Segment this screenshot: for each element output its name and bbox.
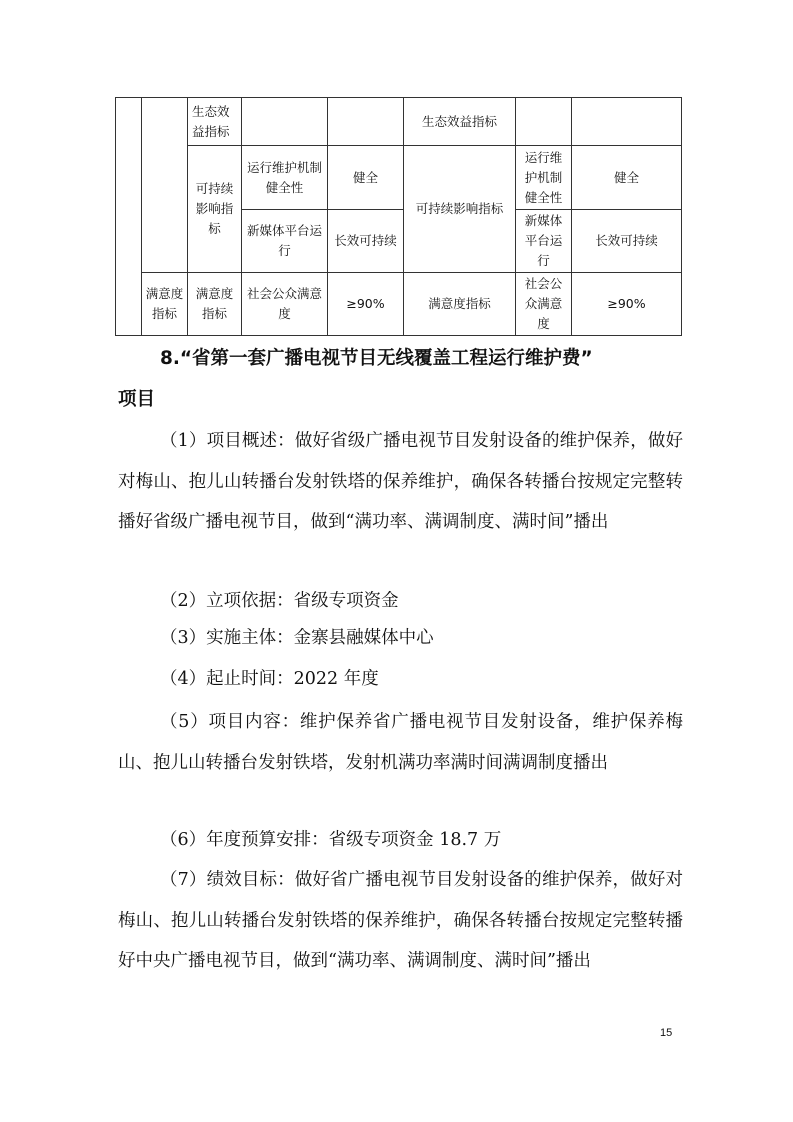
table-cell: ≥90%: [328, 273, 404, 336]
goal-paragraph: （7）绩效目标：做好省广播电视节目发射设备的维护保养，做好对梅山、抱儿山转播台发射铁塔的保养维护，确保各转播台按规定完整转播好中央广播电视节目，做到“满功率、满调制度、满时间”播出: [118, 870, 683, 971]
table-cell: [116, 98, 142, 336]
table-cell: 健全: [328, 146, 404, 210]
implementer-line: （3）实施主体：金寨县融媒体中心: [160, 628, 434, 648]
table-cell: 运行维护机制健全性: [516, 146, 572, 210]
table-cell: 可持续影响指标: [404, 146, 516, 273]
overview-paragraph: （1）项目概述：做好省级广播电视节目发射设备的维护保养，做好对梅山、抱儿山转播台发射铁塔的保养维护，确保各转播台按规定完整转播好省级广播电视节目，做到“满功率、满调制度、满时间”播出: [118, 431, 683, 532]
content-paragraph: （5）项目内容：维护保养省广播电视节目发射设备，维护保养梅山、抱儿山转播台发射铁塔，发射机满功率满时间满调制度播出: [118, 712, 683, 773]
table-cell: 社会公众满意度: [516, 273, 572, 336]
table-cell: 满意度指标: [404, 273, 516, 336]
section-heading-continued: 项目: [118, 389, 156, 410]
table-cell: [572, 98, 682, 146]
table-cell: 社会公众满意度: [242, 273, 328, 336]
table-cell: 可持续影响指标: [188, 146, 242, 273]
table-cell: 满意度指标: [142, 273, 188, 336]
table-cell: 新媒体平台运行: [516, 210, 572, 273]
budget-line: （6）年度预算安排：省级专项资金 18.7 万: [160, 830, 502, 850]
table-cell: 新媒体平台运行: [242, 210, 328, 273]
page-number: 15: [660, 1027, 673, 1039]
section-heading: 8.“省第一套广播电视节目无线覆盖工程运行维护费”: [160, 348, 593, 369]
table-cell: 长效可持续: [328, 210, 404, 273]
performance-indicator-table: [115, 97, 682, 336]
table-cell: [516, 98, 572, 146]
table-cell: [142, 98, 188, 273]
table-cell: 健全: [572, 146, 682, 210]
table-cell: ≥90%: [572, 273, 682, 336]
table-cell: 满意度指标: [188, 273, 242, 336]
period-line: （4）起止时间：2022 年度: [160, 669, 379, 689]
basis-line: （2）立项依据：省级专项资金: [160, 591, 399, 611]
table-cell: [242, 98, 328, 146]
table-cell: [328, 98, 404, 146]
table-cell: 长效可持续: [572, 210, 682, 273]
table-cell: 运行维护机制健全性: [242, 146, 328, 210]
table-cell: 生态效益指标: [188, 98, 242, 146]
table-cell: 生态效益指标: [404, 98, 516, 146]
